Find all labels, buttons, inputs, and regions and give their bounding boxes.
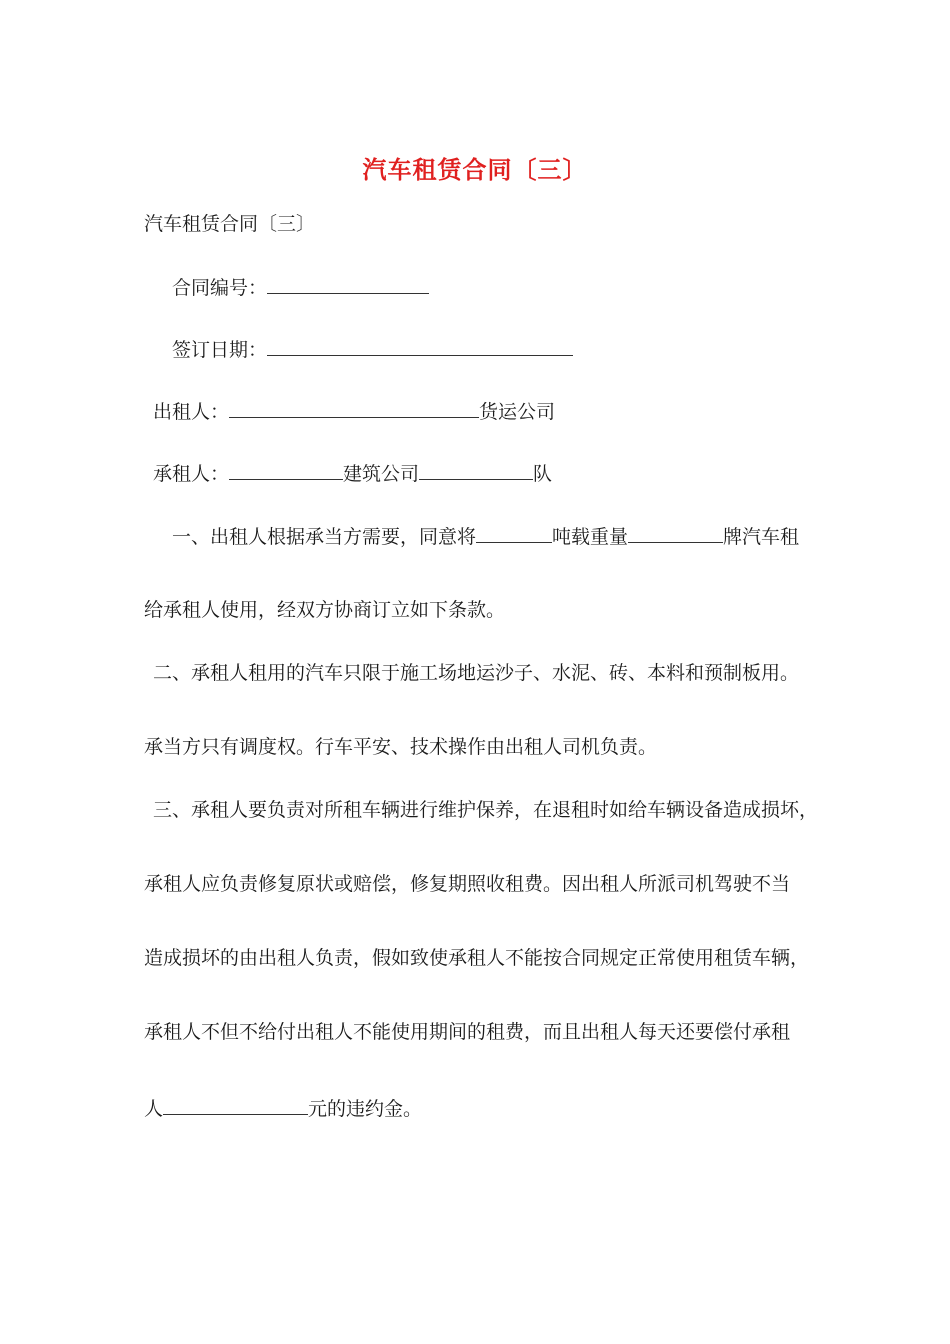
- sign-date-line: [172, 337, 573, 362]
- clause3-line1: 三、承租人要负责对所租车辆进行维护保养，在退租时如给车辆设备造成损坏，: [153, 799, 819, 821]
- sign-date-blank: [267, 337, 573, 356]
- clause1-text-c: 牌汽车租: [723, 526, 800, 548]
- lessor-line: [153, 399, 555, 424]
- lessor-blank: [229, 399, 479, 418]
- clause3-text-prefix: 人: [144, 1098, 164, 1120]
- lessee-blank-1: [229, 461, 343, 480]
- clause1-line1: [172, 524, 799, 549]
- clause3-line3: 造成损坏的由出租人负责，假如致使承租人不能按合同规定正常使用租赁车辆，: [144, 947, 810, 969]
- clause1-line2: 给承租人使用，经双方协商订立如下条款。: [144, 599, 506, 621]
- clause1-blank-1: [476, 524, 552, 543]
- lessor-suffix: 货运公司: [479, 401, 556, 423]
- lessee-blank-2: [419, 461, 533, 480]
- clause3-text-suffix: 元的违约金。: [308, 1098, 423, 1120]
- lessee-mid: 建筑公司: [343, 463, 420, 485]
- lessee-label: 承租人：: [153, 463, 230, 485]
- clause1-blank-2: [628, 524, 723, 543]
- contract-number-label: 合同编号：: [172, 277, 268, 299]
- lessee-line: [153, 461, 552, 486]
- clause3-line5: [144, 1096, 422, 1121]
- clause3-line2: 承租人应负责修复原状或赔偿，修复期照收租费。因出租人所派司机驾驶不当: [144, 873, 791, 895]
- clause2-line2: 承当方只有调度权。行车平安、技术操作由出租人司机负责。: [144, 736, 658, 758]
- penalty-amount-blank: [163, 1096, 308, 1115]
- clause1-text-b: 吨载重量: [552, 526, 629, 548]
- document-subtitle: 汽车租赁合同〔三〕: [144, 213, 316, 235]
- contract-number-line: [172, 275, 429, 300]
- clause1-text-a: 一、出租人根据承当方需要，同意将: [172, 526, 477, 548]
- document-title: 汽车租赁合同〔三〕: [362, 156, 588, 184]
- contract-number-blank: [267, 275, 429, 294]
- clause3-line4: 承租人不但不给付出租人不能使用期间的租费，而且出租人每天还要偿付承租: [144, 1021, 791, 1043]
- sign-date-label: 签订日期：: [172, 339, 268, 361]
- lessee-suffix: 队: [533, 463, 553, 485]
- clause2-line1: 二、承租人租用的汽车只限于施工场地运沙子、水泥、砖、本料和预制板用。: [153, 662, 800, 684]
- lessor-label: 出租人：: [153, 401, 230, 423]
